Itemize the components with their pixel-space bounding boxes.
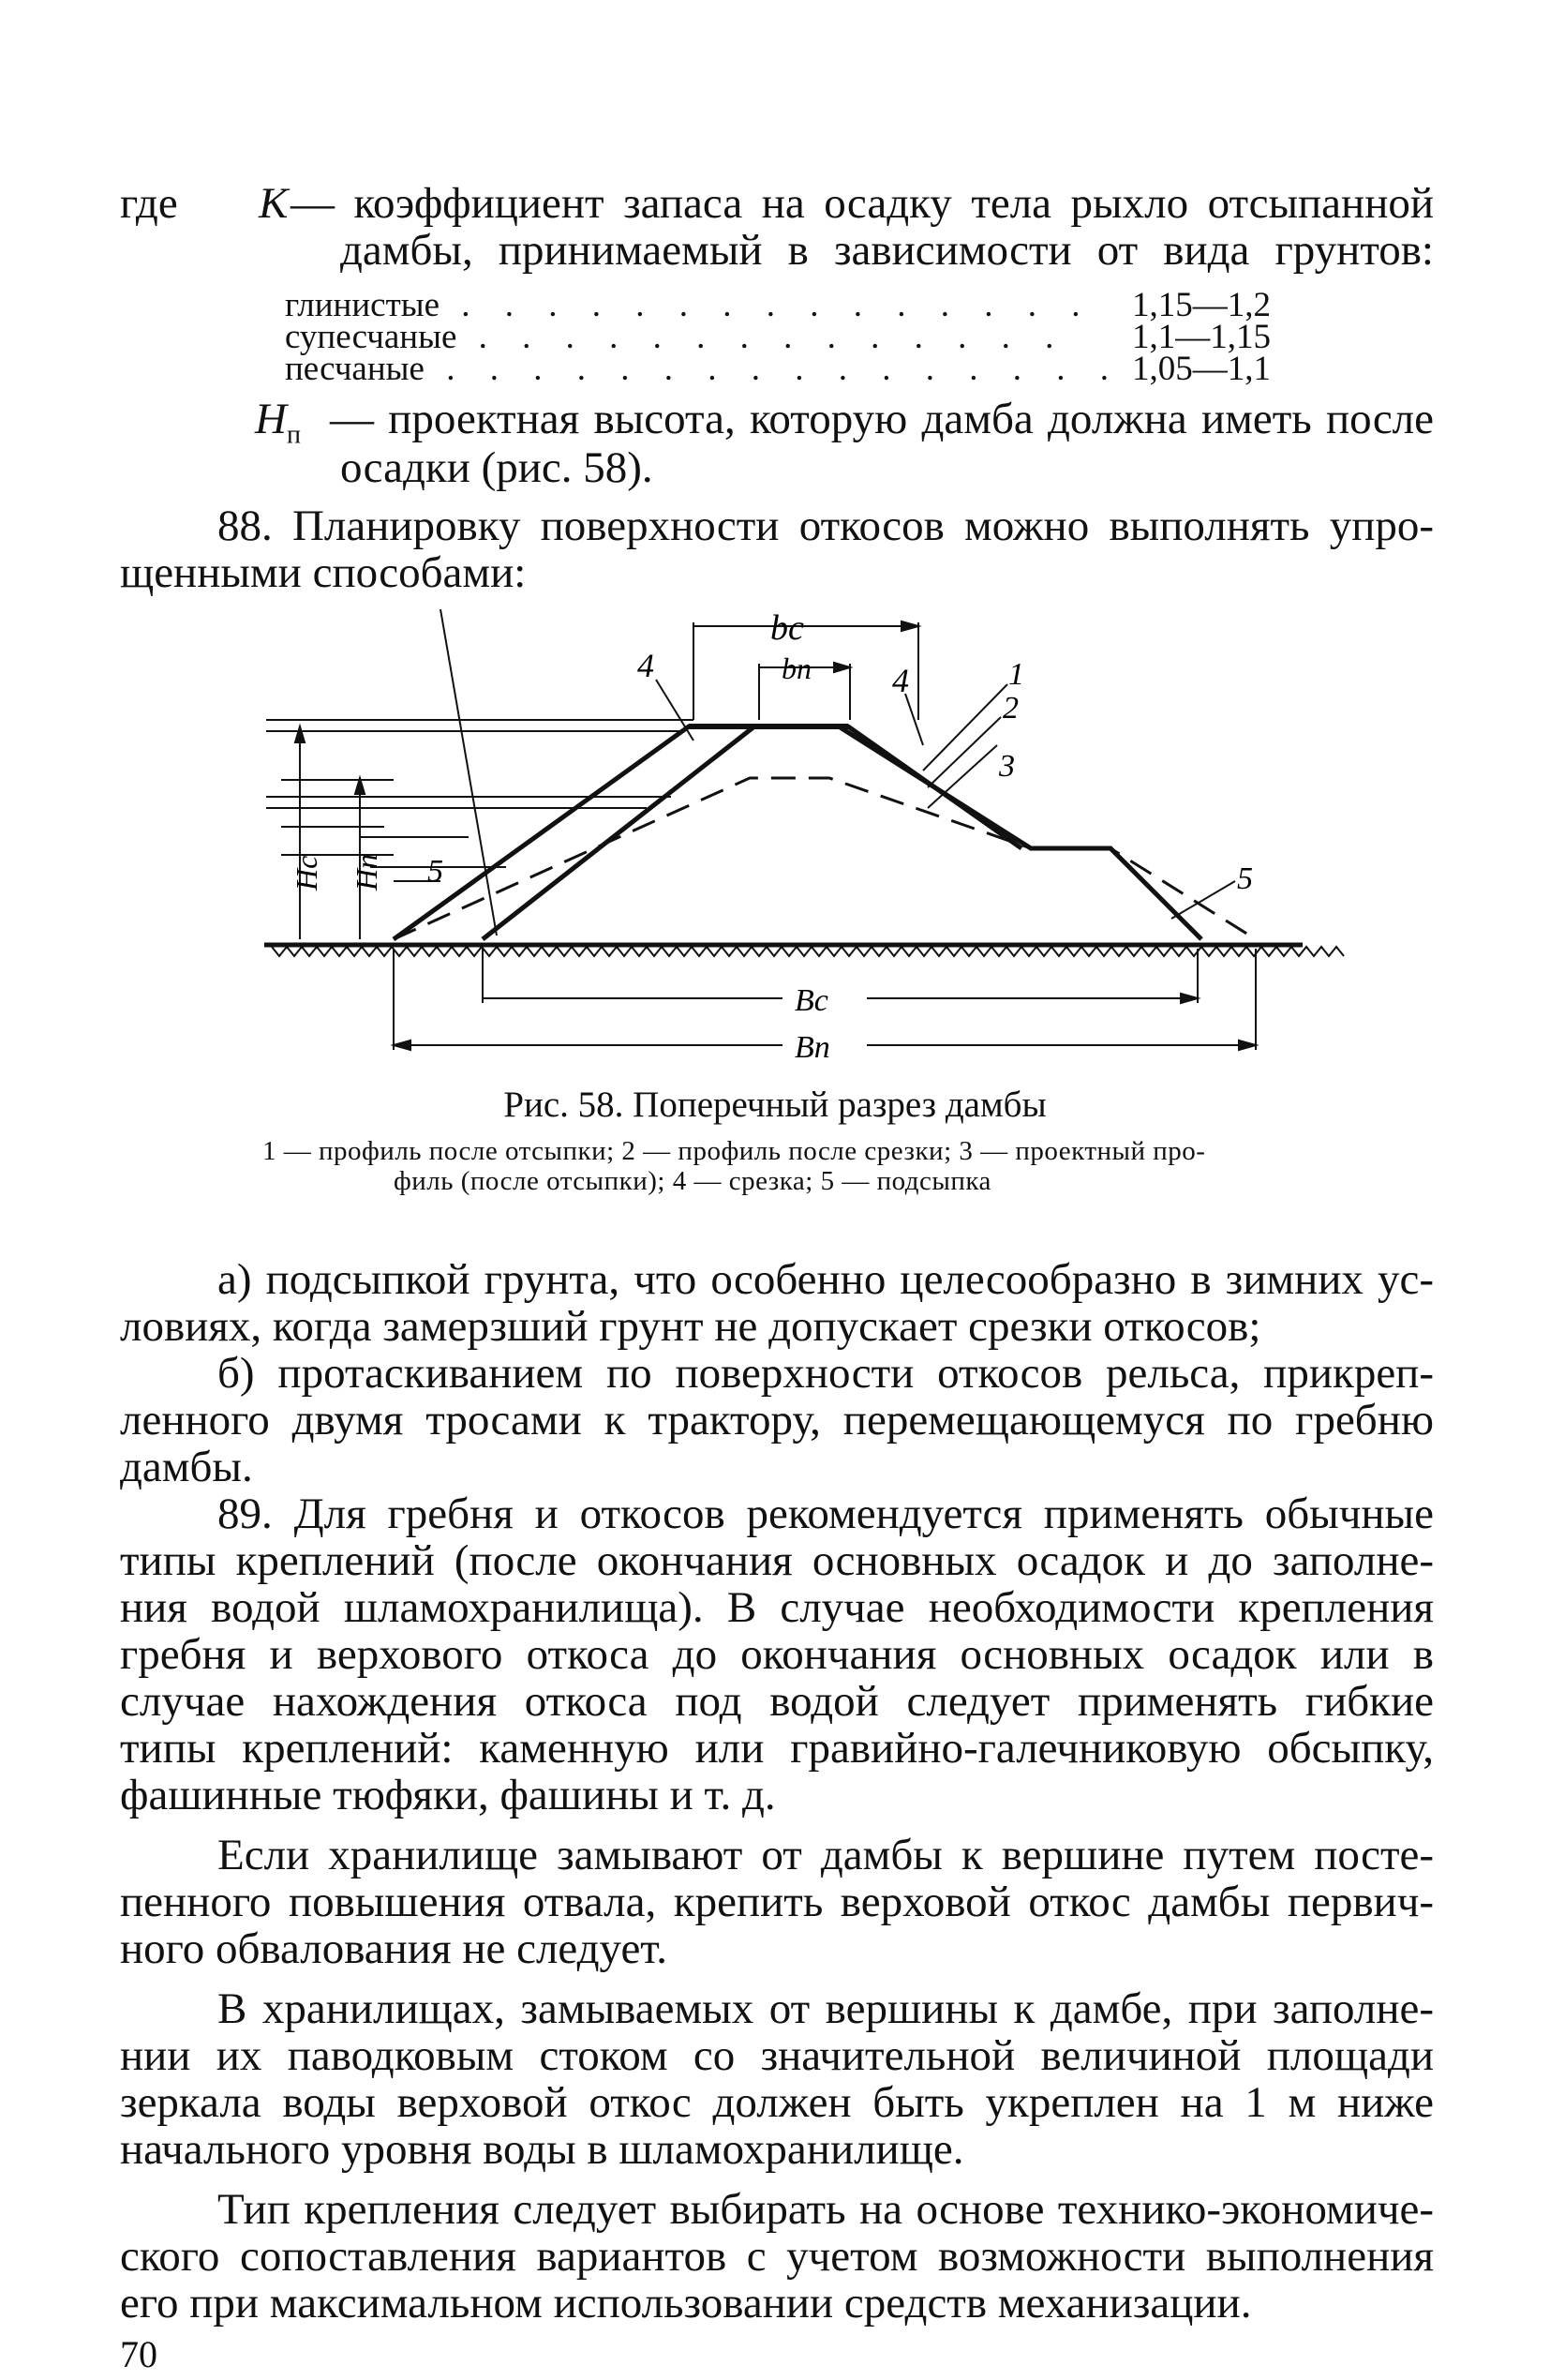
para-89-line: случае нахождения откоса под водой следует применять гибкие bbox=[120, 1677, 1434, 1726]
h-symbol-letter: Н bbox=[255, 395, 287, 443]
mark-4-right: 4 bbox=[892, 662, 909, 699]
where-word: где bbox=[120, 179, 178, 228]
k-definition-line2: дамбы, принимаемый в зависимости от вида грунтов: bbox=[340, 226, 1434, 275]
k-definition-line1: — коэффициент запаса на осадку тела рыхло отсыпанной bbox=[291, 179, 1434, 228]
mark-1: 1 bbox=[1008, 657, 1024, 692]
dam-cross-section-figure bbox=[0, 609, 1550, 1134]
mark-2: 2 bbox=[1003, 691, 1019, 726]
h-symbol-subscript: п bbox=[286, 420, 301, 450]
list-item-b-line1: б) протаскиванием по поверхности откосов рельса, прикреп- bbox=[217, 1349, 1434, 1398]
hn-label: Нп bbox=[350, 853, 383, 891]
para-type-line: ского сопоставления вариантов с учетом возможности выполнения bbox=[120, 2232, 1434, 2281]
para-in-line: нии их паводковым стоком со значительной величиной площади bbox=[120, 2031, 1434, 2080]
h-definition-line1: — проектная высота, которую дамба должна иметь после bbox=[330, 395, 1434, 443]
figure-caption: Рис. 58. Поперечный разрез дамбы bbox=[503, 1085, 1047, 1125]
bn-top-label: bп bbox=[782, 651, 812, 685]
soil-name: песчаные bbox=[285, 350, 425, 388]
mark-4-left: 4 bbox=[637, 647, 654, 684]
soil-row: песчаные . . . . . . . . . . . . . . . . bbox=[285, 350, 1122, 388]
mark-3: 3 bbox=[999, 749, 1015, 784]
h-symbol bbox=[255, 394, 301, 460]
water-lines bbox=[266, 720, 693, 881]
para-89-line: типы креплений (после окончания основных осадок и до заполне- bbox=[120, 1536, 1434, 1585]
para-89-line: ния водой шламохранилища). В случае необходимости крепления bbox=[120, 1583, 1434, 1632]
profile-after-trimming bbox=[483, 726, 1021, 939]
figure-legend-line2: филь (после отсыпки); 4 — срезка; 5 — подсыпка bbox=[394, 1166, 991, 1196]
bn-bottom-label: Вп bbox=[795, 1030, 830, 1065]
para-if-line: Если хранилище замывают от дамбы к вершине путем посте- bbox=[217, 1831, 1434, 1879]
list-item-b-line3: дамбы. bbox=[120, 1443, 253, 1491]
soil-row: глинистые . . . . . . . . . . . . . . . bbox=[285, 286, 1094, 324]
para-89-line: фашинные тюфяки, фашины и т. д. bbox=[120, 1771, 776, 1819]
para-89-line: типы креплений: каменную или гравийно-галечниковую обсыпку, bbox=[120, 1724, 1434, 1773]
para-type-line: Тип крепления следует выбирать на основе технико-экономиче- bbox=[217, 2185, 1434, 2234]
list-item-a-line2: ловиях, когда замерзший грунт не допускает срезки откосов; bbox=[120, 1302, 1261, 1351]
soil-value: 1,1—1,15 bbox=[1132, 318, 1271, 356]
list-item-a-line1: а) подсыпкой грунта, что особенно целесообразно в зимних ус- bbox=[217, 1255, 1434, 1304]
height-dimensions bbox=[295, 726, 365, 939]
para-in-line: начального уровня воды в шламохранилище. bbox=[120, 2125, 964, 2174]
h-definition-line2: осадки (рис. 58). bbox=[340, 443, 653, 492]
para-89-line: гребня и верхового откоса до окончания основных осадок или в bbox=[120, 1630, 1434, 1679]
para-type-line: его при максимальном использовании средств механизации. bbox=[120, 2279, 1252, 2328]
bc-bottom-label: Вс bbox=[795, 983, 828, 1018]
bc-top-label: bc bbox=[770, 609, 804, 648]
k-symbol: К bbox=[259, 179, 289, 228]
soil-value: 1,05—1,1 bbox=[1132, 350, 1271, 388]
para-88-line2: щенными способами: bbox=[120, 548, 527, 597]
soil-name: глинистые bbox=[285, 286, 440, 324]
ground-line bbox=[264, 945, 1344, 956]
soil-value: 1,15—1,2 bbox=[1132, 286, 1271, 324]
mark-5-right: 5 bbox=[1237, 861, 1253, 896]
page-number: 70 bbox=[120, 2333, 157, 2375]
para-if-line: ного обвалования не следует. bbox=[120, 1924, 668, 1973]
para-89-line: 89. Для гребня и откосов рекомендуется применять обычные bbox=[217, 1489, 1434, 1538]
profile-design bbox=[394, 778, 1256, 939]
soil-row: супесчаные . . . . . . . . . . . . . . bbox=[285, 318, 1067, 356]
leader-lines bbox=[440, 609, 1235, 936]
list-item-b-line2: ленного двумя тросами к трактору, перемещающемуся по гребню bbox=[120, 1396, 1434, 1444]
figure-legend-line1: 1 — профиль после отсыпки; 2 — профиль после срезки; 3 — проектный про- bbox=[262, 1136, 1206, 1166]
para-88-line1: 88. Планировку поверхности откосов можно выполнять упро- bbox=[217, 501, 1434, 550]
profile-after-dumping bbox=[394, 726, 1201, 939]
soil-name: супесчаные bbox=[285, 318, 457, 356]
mark-5-left: 5 bbox=[427, 854, 443, 889]
hc-label: Нс bbox=[290, 855, 323, 891]
para-in-line: зеркала воды верховой откос должен быть укреплен на 1 м ниже bbox=[120, 2078, 1434, 2127]
para-in-line: В хранилищах, замываемых от вершины к дамбе, при заполне- bbox=[217, 1984, 1434, 2033]
para-if-line: пенного повышения отвала, крепить верховой откос дамбы первич- bbox=[120, 1878, 1434, 1926]
